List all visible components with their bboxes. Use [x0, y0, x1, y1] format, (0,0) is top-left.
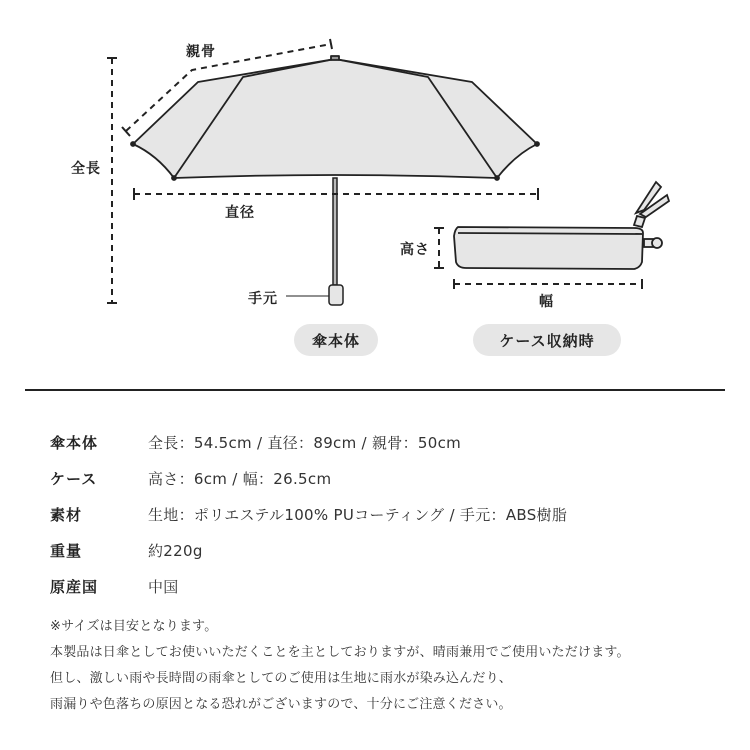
- section-divider: [25, 389, 725, 391]
- case-stored-caption: ケース収納時: [473, 324, 621, 356]
- note-line: 雨漏りや色落ちの原因となる恐れがございますので、十分にご注意ください。: [50, 697, 512, 712]
- total-length-dimension: [107, 58, 117, 303]
- case-width-label: 幅: [539, 294, 554, 310]
- spec-key: 傘本体: [50, 433, 99, 452]
- case-illustration: [454, 182, 669, 269]
- spec-value: 高さ：6cm / 幅：26.5cm: [148, 469, 332, 488]
- spec-key: 原産国: [50, 577, 99, 596]
- spec-value: 約220g: [148, 541, 203, 560]
- handle: [329, 285, 343, 305]
- spec-table: [50, 424, 730, 604]
- umbrella-body-caption: 傘本体: [294, 324, 378, 356]
- spec-value: 生地：ポリエステル100% PUコーティング / 手元：ABS樹脂: [148, 505, 568, 524]
- spec-row-weight: [50, 532, 730, 568]
- diameter-label: 直径: [225, 205, 255, 221]
- case-height-dimension: [434, 228, 444, 268]
- note-line: 本製品は日傘としてお使いいただくことを主としておりますが、晴雨兼用でご使用いただけます。: [50, 645, 630, 660]
- spec-row-material: [50, 496, 730, 532]
- spec-row-case: [50, 460, 730, 496]
- spec-value: 中国: [148, 577, 179, 596]
- spec-row-origin: [50, 568, 730, 604]
- handle-label: 手元: [248, 291, 278, 307]
- spec-key: 重量: [50, 541, 83, 560]
- notes: [50, 614, 740, 718]
- note-line: ※サイズは目安となります。: [50, 619, 218, 634]
- note-line: 但し、激しい雨や長時間の雨傘としてのご使用は生地に雨水が染み込んだり、: [50, 671, 513, 686]
- spec-value: 全長：54.5cm / 直径：89cm / 親骨：50cm: [148, 433, 462, 452]
- canopy: [131, 56, 539, 180]
- spec-row-umbrella: [50, 424, 730, 460]
- spec-key: 素材: [50, 505, 83, 524]
- total-length-label: 全長: [71, 161, 101, 177]
- spec-key: ケース: [50, 469, 98, 488]
- case-width-dimension: [454, 279, 642, 289]
- case-height-label: 高さ: [400, 242, 430, 258]
- rib-label: 親骨: [186, 44, 216, 60]
